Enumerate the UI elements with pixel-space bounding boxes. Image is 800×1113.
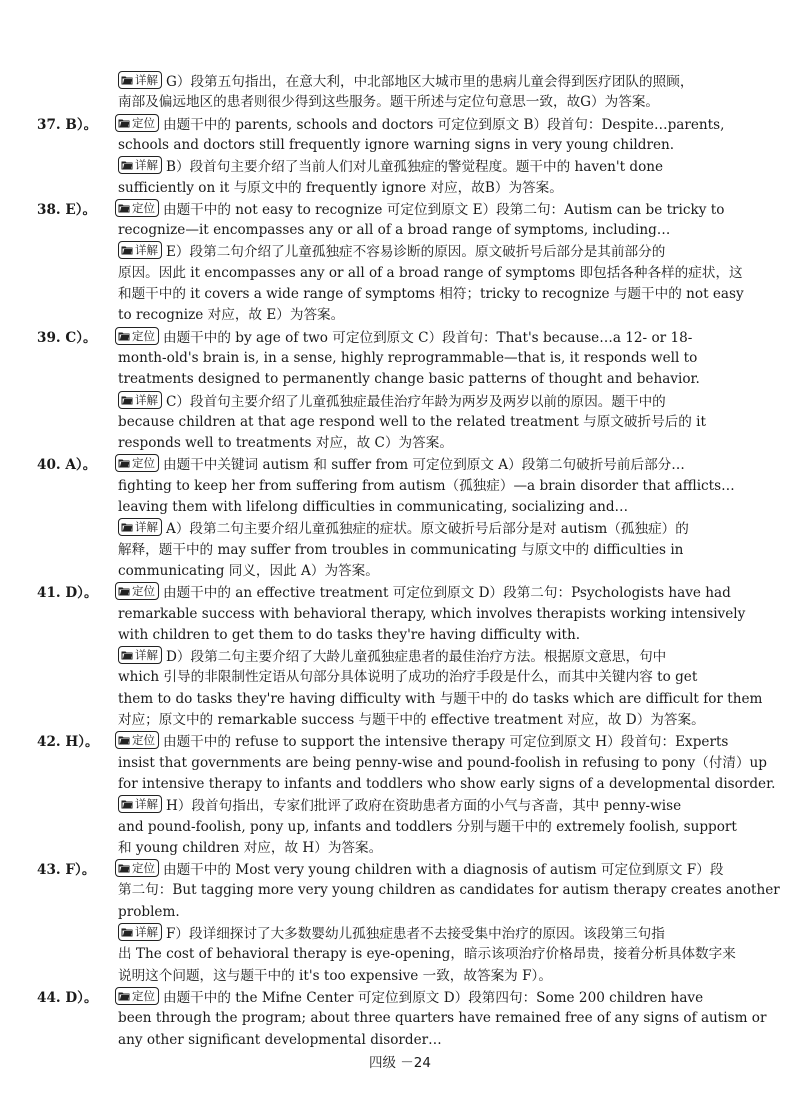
- line-text: 原因。因此 it encompasses any or all of a broad range of symptoms 即包括各种各样的症状，这: [118, 264, 743, 281]
- text-line: [0, 689, 800, 710]
- line-text: treatments designed to permanently change basic patterns of thought and behavior.: [118, 371, 700, 388]
- answer-line: [0, 859, 800, 881]
- tag-label: 定位: [132, 861, 155, 876]
- line-text: to recognize 对应，故 E）为答案。: [118, 307, 345, 324]
- line-text: A）段第二句主要介绍儿童孤独症的症状。原文破折号后部分是对 autism（孤独症）的: [166, 521, 689, 538]
- folder-icon: [118, 863, 130, 873]
- text-line: [0, 710, 800, 731]
- detail-tag: [118, 241, 162, 259]
- text-line: [0, 944, 800, 965]
- answer-line: [0, 454, 800, 476]
- text-line: [0, 71, 800, 93]
- line-text: 解释，题干中的 may suffer from troubles in communicating 与原文中的 difficulties in: [118, 541, 684, 558]
- answer-line: [0, 987, 800, 1009]
- answer-line: [0, 731, 800, 753]
- line-text: 由题干中关键词 autism 和 suffer from 可定位到原文 A）段第二句破折号前后部分…: [163, 457, 685, 474]
- line-text: 由题干中的 an effective treatment 可定位到原文 D）段第二句：Psychologists have had: [163, 585, 731, 602]
- question-number: 38. E）。: [37, 201, 97, 218]
- question-number: 42. H）。: [37, 734, 99, 751]
- line-text: 由题干中的 refuse to support the intensive therapy 可定位到原文 H）段首句：Experts: [163, 734, 729, 751]
- tag-label: 详解: [135, 648, 158, 663]
- detail-tag: [118, 71, 162, 89]
- line-text: 和 young children 对应，故 H）为答案。: [118, 839, 383, 856]
- line-text: 由题干中的 the Mifne Center 可定位到原文 D）段第四句：Some 200 children have: [163, 989, 704, 1006]
- locate-tag: [115, 199, 159, 217]
- line-text: because children at that age respond well to the related treatment 与原文破折号后的 it: [118, 413, 706, 430]
- text-line: [0, 135, 800, 156]
- text-line: [0, 92, 800, 113]
- tag-label: 详解: [135, 520, 158, 535]
- line-text: F）段详细探讨了大多数婴幼儿孤独症患者不去接受集中治疗的原因。该段第三句指: [166, 926, 665, 942]
- page-footer: 四级 －24: [369, 1055, 431, 1071]
- text-line: [0, 667, 800, 688]
- text-line: [0, 241, 800, 263]
- text-line: [0, 625, 800, 646]
- detail-tag: [118, 518, 162, 536]
- line-text: E）段第二句介绍了儿童孤独症不容易诊断的原因。原文破折号后部分是其前部分的: [166, 244, 666, 261]
- tag-label: 定位: [132, 456, 155, 471]
- detail-tag: [118, 391, 162, 409]
- text-line: [0, 433, 800, 454]
- question-number: 43. F）。: [37, 862, 96, 879]
- text-line: [0, 817, 800, 838]
- locate-tag: [115, 987, 159, 1005]
- text-line: [0, 497, 800, 518]
- answer-line: [0, 114, 800, 136]
- folder-icon: [118, 586, 130, 596]
- text-line: [0, 518, 800, 540]
- locate-tag: [115, 582, 159, 600]
- text-line: [0, 540, 800, 561]
- folder-icon: [121, 395, 133, 405]
- text-line: [0, 604, 800, 625]
- line-text: schools and doctors still frequently ignore warning signs in very young children.: [118, 136, 675, 153]
- line-text: 由题干中的 by age of two 可定位到原文 C）段首句：That's because…a 12- or 18-: [163, 329, 693, 346]
- text-line: [0, 305, 800, 326]
- question-number: 44. D）。: [37, 989, 98, 1006]
- line-text: communicating 同义，因此 A）为答案。: [118, 562, 379, 579]
- text-line: [0, 391, 800, 413]
- detail-tag: [118, 923, 162, 941]
- locate-tag: [115, 454, 159, 472]
- line-text: recognize—it encompasses any or all of a broad range of symptoms, including…: [118, 222, 671, 239]
- line-text: C）段首句主要介绍了儿童孤独症最佳治疗年龄为两岁及两岁以前的原因。题干中的: [166, 393, 666, 410]
- answer-line: [0, 582, 800, 604]
- tag-label: 定位: [132, 584, 155, 599]
- text-line: [0, 178, 800, 199]
- folder-icon: [121, 245, 133, 255]
- line-text: month-old's brain is, in a sense, highly reprogrammable—that is, it responds well to: [118, 349, 698, 366]
- tag-label: 定位: [132, 115, 155, 130]
- line-text: H）段首句指出，专家们批评了政府在资助患者方面的小气与吝啬，其中 penny-wise: [166, 798, 682, 815]
- folder-icon: [118, 203, 130, 213]
- text-line: [0, 966, 800, 987]
- text-line: [0, 1030, 800, 1051]
- text-line: [0, 561, 800, 582]
- text-line: [0, 263, 800, 284]
- line-text: D）段第二句主要介绍了大龄儿童孤独症患者的最佳治疗方法。根据原文意思，句中: [166, 649, 667, 666]
- locate-tag: [115, 731, 159, 749]
- text-line: [0, 1008, 800, 1029]
- answer-line: [0, 199, 800, 221]
- line-text: 南部及偏远地区的患者则很少得到这些服务。题干所述与定位句意思一致，故G）为答案。: [118, 94, 660, 111]
- line-text: remarkable success with behavioral therapy, which involves therapists working intensively: [118, 605, 746, 622]
- folder-icon: [121, 650, 133, 660]
- folder-icon: [121, 75, 133, 85]
- line-text: B）段首句主要介绍了当前人们对儿童孤独症的警觉程度。题干中的 haven't done: [166, 159, 664, 176]
- text-line: [0, 795, 800, 817]
- text-line: [0, 348, 800, 369]
- tag-label: 详解: [135, 797, 158, 812]
- line-text: 出 The cost of behavioral therapy is eye-opening，暗示该项治疗价格昂贵，接着分析具体数字来: [118, 946, 736, 963]
- tag-label: 详解: [135, 392, 158, 407]
- line-text: 对应；原文中的 remarkable success 与题干中的 effective treatment 对应，故 D）为答案。: [118, 712, 705, 728]
- text-line: [0, 284, 800, 305]
- tag-label: 定位: [132, 733, 155, 748]
- line-text: them to do tasks they're having difficulty with 与题干中的 do tasks which are difficult for them: [118, 690, 763, 707]
- tag-label: 定位: [132, 200, 155, 215]
- line-text: 由题干中的 Most very young children with a diagnosis of autism 可定位到原文 F）段: [163, 862, 724, 879]
- locate-tag: [115, 327, 159, 345]
- answer-line: [0, 327, 800, 349]
- line-text: for intensive therapy to infants and toddlers who show early signs of a developmental disorder.: [118, 775, 776, 792]
- tag-label: 详解: [135, 243, 158, 258]
- text-line: [0, 774, 800, 795]
- tag-label: 详解: [135, 158, 158, 173]
- question-number: 37. B）。: [37, 116, 98, 133]
- line-text: responds well to treatments 对应，故 C）为答案。: [118, 435, 453, 452]
- text-line: [0, 923, 800, 945]
- line-text: 由题干中的 parents, schools and doctors 可定位到原文 B）段首句：Despite…parents,: [163, 116, 725, 133]
- text-line: [0, 880, 800, 901]
- detail-tag: [118, 795, 162, 813]
- text-line: [0, 753, 800, 774]
- line-text: G）段第五句指出，在意大利，中北部地区大城市里的患病儿童会得到医疗团队的照顾，: [166, 74, 694, 90]
- text-line: [0, 220, 800, 241]
- line-text: which 引导的非限制性定语从句部分具体说明了成功的治疗手段是什么，而其中关键内容 to get: [118, 669, 698, 686]
- folder-icon: [118, 458, 130, 468]
- text-line: [0, 838, 800, 859]
- detail-tag: [118, 156, 162, 174]
- folder-icon: [121, 522, 133, 532]
- line-text: been through the program; about three quarters have remained free of any signs of autism or: [118, 1010, 767, 1027]
- line-text: and pound-foolish, pony up, infants and toddlers 分别与题干中的 extremely foolish, support: [118, 818, 737, 835]
- folder-icon: [118, 331, 130, 341]
- text-line: [0, 476, 800, 497]
- tag-label: 详解: [135, 925, 158, 939]
- detail-tag: [118, 646, 162, 664]
- text-line: [0, 902, 800, 923]
- line-text: 第二句：But tagging more very young children as candidates for autism therapy creates another: [118, 882, 780, 899]
- tag-label: 定位: [132, 988, 155, 1003]
- line-text: fighting to keep her from suffering from autism（孤独症）—a brain disorder that afflicts…: [118, 477, 735, 494]
- line-text: with children to get them to do tasks they're having difficulty with.: [118, 626, 581, 643]
- line-text: problem.: [118, 903, 180, 920]
- line-text: leaving them with lifelong difficulties in communicating, socializing and…: [118, 499, 629, 515]
- question-number: 41. D）。: [37, 585, 98, 602]
- line-text: 说明这个问题，这与题干中的 it's too expensive 一致，故答案为 F）。: [118, 967, 552, 984]
- tag-label: 定位: [132, 328, 155, 343]
- folder-icon: [121, 799, 133, 809]
- folder-icon: [121, 160, 133, 170]
- tag-label: 详解: [135, 73, 158, 87]
- folder-icon: [121, 927, 133, 937]
- folder-icon: [118, 735, 130, 745]
- text-line: [0, 369, 800, 390]
- line-text: sufficiently on it 与原文中的 frequently ignore 对应，故B）为答案。: [118, 179, 563, 196]
- line-text: 由题干中的 not easy to recognize 可定位到原文 E）段第二句：Autism can be tricky to: [163, 201, 725, 218]
- question-number: 39. C）。: [37, 329, 97, 346]
- locate-tag: [115, 114, 159, 132]
- text-line: [0, 412, 800, 433]
- folder-icon: [118, 991, 130, 1001]
- text-line: [0, 156, 800, 178]
- text-line: [0, 646, 800, 668]
- line-text: insist that governments are being penny-wise and pound-foolish in refusing to pony（付清）up: [118, 754, 767, 771]
- locate-tag: [115, 859, 159, 877]
- folder-icon: [118, 118, 130, 128]
- line-text: 和题干中的 it covers a wide range of symptoms 相符；tricky to recognize 与题干中的 not easy: [118, 286, 744, 302]
- question-number: 40. A）。: [37, 457, 97, 474]
- line-text: any other significant developmental disorder…: [118, 1031, 442, 1048]
